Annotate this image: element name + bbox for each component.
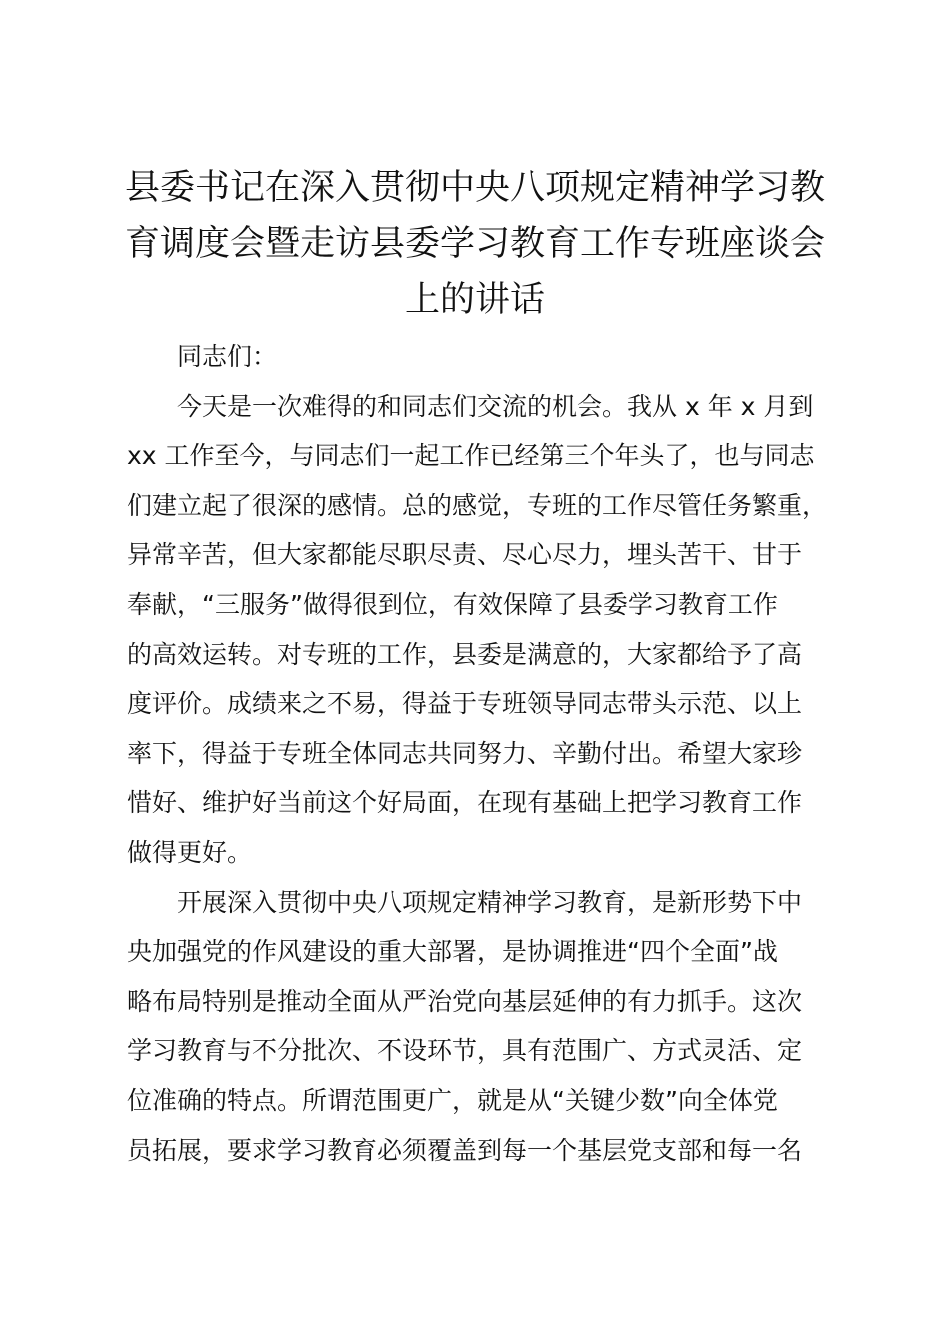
document-title xyxy=(118,160,832,328)
text-line: xx 工作至今，与同志们一起工作已经第三个年头了，也与同志 xyxy=(127,441,815,471)
paragraph-1 xyxy=(127,382,833,878)
salutation: 同志们： xyxy=(177,342,278,371)
text-line: 今天是一次难得的和同志们交流的机会。我从 x 年 x 月到 xyxy=(177,391,814,421)
text-line: 员拓展，要求学习教育必须覆盖到每一个基层党支部和每一名 xyxy=(127,1135,803,1165)
text-line: 惜好、维护好当前这个好局面，在现有基础上把学习教育工作 xyxy=(127,788,803,818)
text-line: 开展深入贯彻中央八项规定精神学习教育，是新形势下中 xyxy=(177,887,803,917)
text-line: 度评价。成绩来之不易，得益于专班领导同志带头示范、以上 xyxy=(127,689,803,719)
title-line: 上的讲话 xyxy=(404,280,545,320)
text-line: 学习教育与不分批次、不设环节，具有范围广、方式灵活、定 xyxy=(127,1036,803,1066)
text-line: 略布局特别是推动全面从严治党向基层延伸的有力抓手。这次 xyxy=(127,986,803,1016)
text-line: 奉献，“三服务”做得很到位，有效保障了县委学习教育工作 xyxy=(127,589,778,619)
title-line: 育调度会暨走访县委学习教育工作专班座谈会 xyxy=(124,224,825,264)
text-line: 做得更好。 xyxy=(127,837,253,867)
paragraph-2 xyxy=(127,878,833,1176)
text-line: 们建立起了很深的感情。总的感觉，专班的工作尽管任务繁重， xyxy=(127,490,828,520)
text-line: 的高效运转。对专班的工作，县委是满意的，大家都给予了高 xyxy=(127,639,803,669)
text-line: 央加强党的作风建设的重大部署，是协调推进“四个全面”战 xyxy=(127,937,778,967)
text-line: 率下，得益于专班全体同志共同努力、辛勤付出。希望大家珍 xyxy=(127,738,803,768)
title-line: 县委书记在深入贯彻中央八项规定精神学习教 xyxy=(124,168,825,208)
document-body xyxy=(127,332,833,1175)
text-line: 异常辛苦，但大家都能尽职尽责、尽心尽力，埋头苦干、甘于 xyxy=(127,540,803,570)
text-line: 位准确的特点。所谓范围更广，就是从“关键少数”向全体党 xyxy=(127,1085,778,1115)
